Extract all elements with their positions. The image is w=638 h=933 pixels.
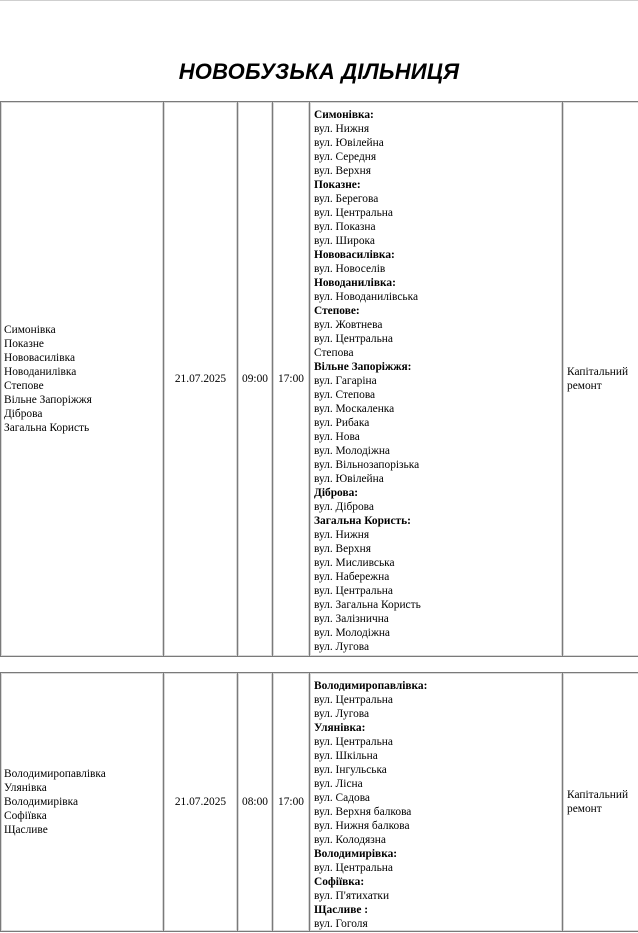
street-item: вул. Шкільна [314,750,378,762]
settlement-heading: Новоданилівка: [314,277,396,289]
street-item: вул. Широка [314,235,375,247]
reason-cell [563,673,638,932]
settlement-heading: Загальна Користь: [314,515,411,527]
settlement-heading: Вільне Запоріжжя: [314,361,412,373]
list-item: Капітальний [567,789,629,801]
time-end-cell: 17:00 [273,102,310,657]
outage-table-2 [0,672,638,932]
settlement-heading: Діброва: [314,487,359,499]
street-item: вул. Верхня [314,165,371,177]
settlement-heading: Симонівка: [314,109,374,121]
table-row [1,102,638,657]
street-item: Степова [314,347,354,359]
reason-cell [563,102,638,657]
settlement-heading: Улянівка: [314,722,366,734]
list-item: Степове [4,380,44,392]
settlement-heading: Нововасилівка: [314,249,395,261]
street-item: вул. Нижня [314,123,370,135]
list-item: Володимиропавлівка [4,768,106,780]
street-item: вул. Мисливська [314,557,395,569]
page-title: НОВОБУЗЬКА ДІЛЬНИЦЯ [178,59,460,84]
street-item: вул. Москаленка [314,403,395,415]
street-item: вул. Показна [314,221,376,233]
time-start-cell: 09:00 [238,102,273,657]
street-item: вул. Жовтнева [314,319,383,331]
street-item: вул. Лугова [314,708,370,720]
street-item: вул. Центральна [314,862,393,874]
street-item: вул. Рибака [314,417,370,429]
outage-table-1 [0,101,638,657]
list-item: Показне [4,338,44,350]
list-item: Нововасилівка [4,352,75,364]
settlement-heading: Володимирівка: [314,848,398,860]
list-item: Симонівка [4,324,56,336]
street-item: вул. Верхня [314,543,371,555]
street-item: вул. Садова [314,792,370,804]
street-item: вул. Лугова [314,641,370,653]
street-item: вул. Гоголя [314,918,368,930]
street-item: вул. Центральна [314,333,393,345]
street-item: вул. Нижня [314,529,370,541]
list-item: Новоданилівка [4,366,77,378]
street-item: вул. Ювілейна [314,137,384,149]
street-item: вул. Верхня балкова [314,806,412,818]
street-item: вул. Берегова [314,193,379,205]
street-item: вул. Колодязна [314,834,386,846]
street-item: вул. Нижня балкова [314,820,410,832]
settlement-heading: Софіївка: [314,876,365,888]
street-item: вул. Новоданилівська [314,291,419,303]
streets-cell [310,673,563,932]
list-item: Улянівка [4,782,47,794]
street-item: вул. Інгульська [314,764,387,776]
date-cell: 21.07.2025 [164,102,238,657]
top-border-line [0,0,638,1]
street-item: вул. Лісна [314,778,363,790]
street-item: вул. Молодіжна [314,627,390,639]
street-item: вул. П'ятихатки [314,890,390,902]
street-item: вул. Гагаріна [314,375,377,387]
street-item: вул. Новоселів [314,263,386,275]
settlement-heading: Степове: [314,305,360,317]
streets-cell [310,102,563,657]
street-item: вул. Центральна [314,694,393,706]
street-item: вул. Вільнозапорізька [314,459,420,471]
street-item: вул. Діброва [314,501,374,513]
street-item: вул. Середня [314,151,377,163]
list-item: Діброва [4,408,43,420]
time-start-cell: 08:00 [238,673,273,932]
list-item: Вільне Запоріжжя [4,394,92,406]
list-item: Загальна Користь [4,422,90,434]
time-end-cell: 17:00 [273,673,310,932]
list-item: Капітальний [567,366,629,378]
list-item: ремонт [567,803,602,815]
street-item: вул. Нова [314,431,360,443]
street-item: вул. Загальна Користь [314,599,421,611]
list-item: Софіївка [4,810,47,822]
list-item: Щасливе [4,824,48,836]
list-item: ремонт [567,380,602,392]
street-item: вул. Центральна [314,736,393,748]
street-item: вул. Набережна [314,571,390,583]
street-item: вул. Молодіжна [314,445,390,457]
street-item: вул. Степова [314,389,376,401]
street-item: вул. Центральна [314,585,393,597]
settlement-heading: Показне: [314,179,361,191]
street-item: вул. Ювілейна [314,473,384,485]
table-row [1,673,638,932]
date-cell: 21.07.2025 [164,673,238,932]
list-item: Володимирівка [4,796,79,808]
street-item: вул. Центральна [314,207,393,219]
villages-cell [1,102,164,657]
villages-cell [1,673,164,932]
settlement-heading: Володимиропавлівка: [314,680,428,692]
street-item: вул. Залізнична [314,613,389,625]
settlement-heading: Щасливе : [314,904,369,916]
